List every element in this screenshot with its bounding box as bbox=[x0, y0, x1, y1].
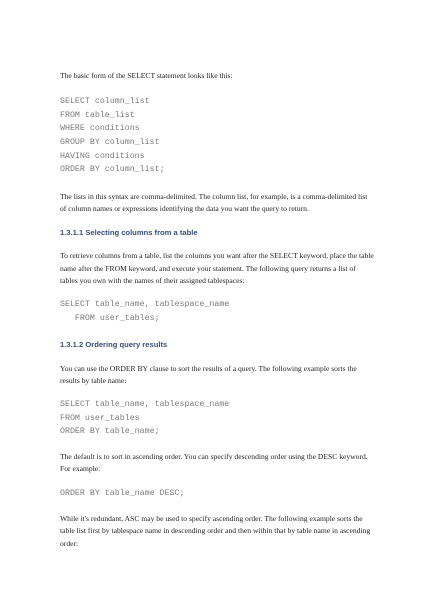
order-paragraph: You can use the ORDER BY clause to sort the results of a query. The following example sorts the results by table name: bbox=[60, 363, 357, 385]
section-heading-selecting-columns: 1.3.1.1 Selecting columns from a table bbox=[60, 228, 198, 238]
code-block-order-desc: ORDER BY table_name DESC; bbox=[60, 488, 185, 498]
code-block-basic-select: SELECT column_list FROM table_list WHERE conditions GROUP BY column_list HAVING conditions ORDER BY column_list; bbox=[60, 97, 165, 175]
code-block-order-by: SELECT table_name, tablespace_name FROM user_tables ORDER BY table_name; bbox=[60, 400, 230, 437]
retrieve-paragraph: To retrieve columns from a table, list the columns you want after the SELECT keyword, place the table name after the FROM keyword, and execute your statement. The following query returns a list of tables you own with the names of their assigned tablespaces: bbox=[60, 251, 374, 286]
code-block-select-columns: SELECT table_name, tablespace_name FROM user_tables; bbox=[60, 300, 230, 323]
lists-paragraph: The lists in this syntax are comma-delimited. The column list, for example, is a comma-delimited list of column names or expressions identifying the data you want the query to return. bbox=[60, 191, 368, 214]
page-content bbox=[60, 70, 375, 550]
default-order-paragraph: The default is to sort in ascending order. You can specify descending order using the DESC keyword. For example: bbox=[60, 451, 368, 474]
intro-paragraph: The basic form of the SELECT statement looks like this: bbox=[60, 71, 233, 80]
redundant-asc-paragraph: While it's redundant, ASC may be used to specify ascending order. The following example sorts the table list first by tablespace name in descending order and then within that by table name in ascending order: bbox=[60, 514, 371, 548]
section-heading-ordering-results: 1.3.1.2 Ordering query results bbox=[60, 339, 168, 349]
